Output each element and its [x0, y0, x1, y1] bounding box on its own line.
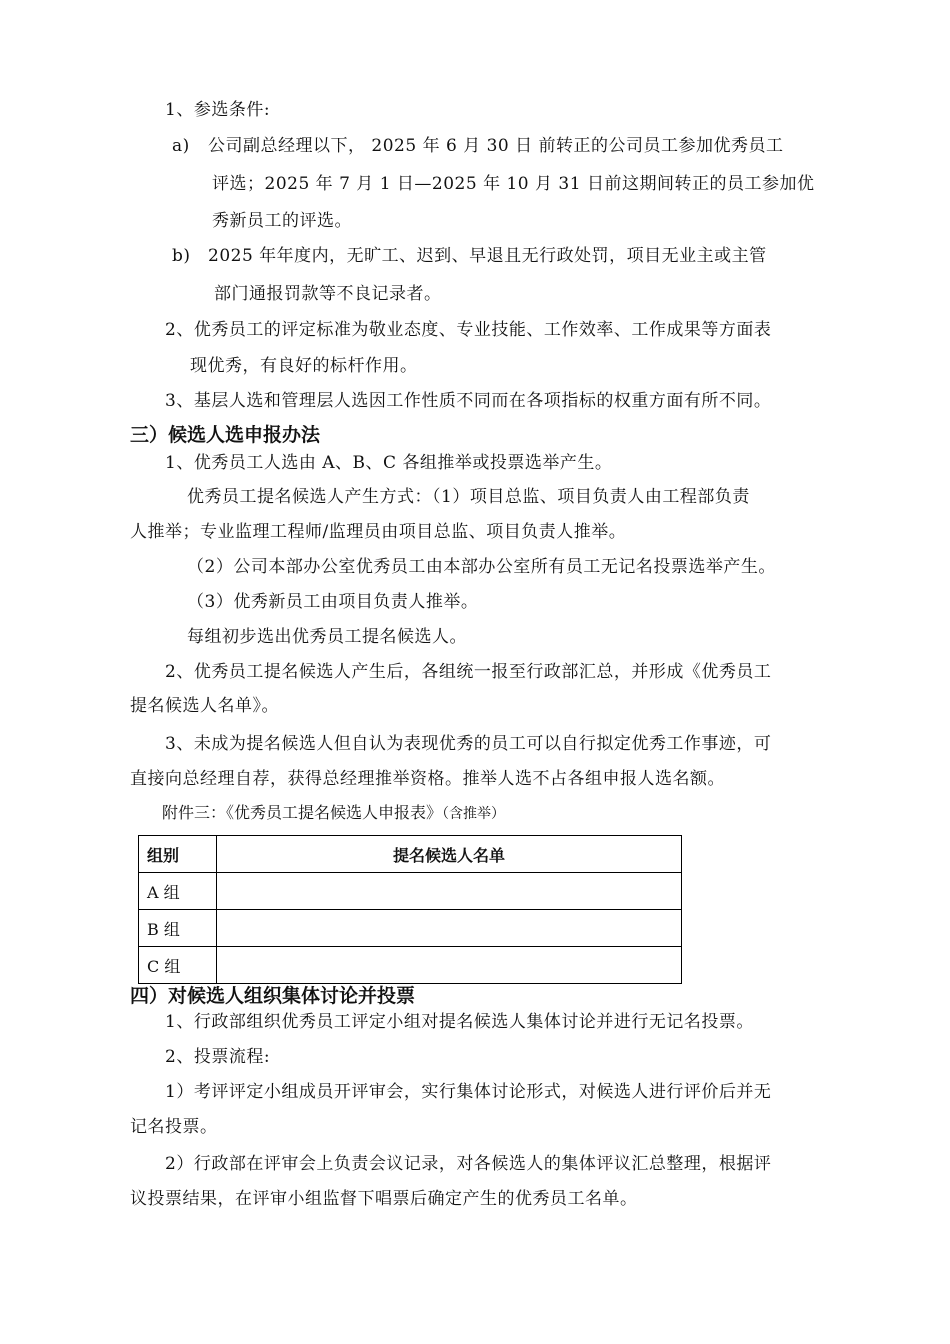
s3-p3: （2）公司本部办公室优秀员工由本部办公室所有员工无记名投票选举产生。 [187, 557, 776, 577]
s3-p1: 1、优秀员工人选由 A、B、C 各组推举或投票选举产生。 [165, 453, 613, 473]
table-row [139, 910, 682, 947]
s3-p5: 每组初步选出优秀员工提名候选人。 [187, 627, 467, 647]
names-cell [217, 947, 682, 984]
s4-p3-line2: 记名投票。 [130, 1117, 218, 1137]
s4-p3-line1: 1）考评评定小组成员开评审会，实行集体讨论形式，对候选人进行评价后并无 [165, 1082, 772, 1102]
standard-line2: 现优秀，有良好的标杆作用。 [190, 356, 418, 376]
attachment-note: （含推举） [442, 806, 506, 822]
table-row [139, 873, 682, 910]
section3-heading: 三）候选人选申报办法 [130, 424, 321, 446]
candidate-table [138, 835, 682, 984]
s3-p4: （3）优秀新员工由项目负责人推举。 [187, 592, 479, 612]
s4-p1: 1、行政部组织优秀员工评定小组对提名候选人集体讨论并进行无记名投票。 [165, 1012, 754, 1032]
s3-p2-line1: 优秀员工提名候选人产生方式：（1）项目总监、项目负责人由工程部负责 [187, 487, 750, 507]
list-label-a: a) [172, 136, 190, 156]
criteria-b-line1: 2025 年年度内，无旷工、迟到、早退且无行政处罚，项目无业主或主管 [208, 246, 767, 266]
table-header-names: 提名候选人名单 [217, 836, 682, 873]
criteria-a-line1: 公司副总经理以下， 2025 年 6 月 30 日 前转正的公司员工参加优秀员工 [208, 136, 784, 156]
standard-line1: 2、优秀员工的评定标准为敬业态度、专业技能、工作效率、工作成果等方面表 [165, 320, 772, 340]
attachment-title: 附件三：《优秀员工提名候选人申报表》 [162, 803, 443, 822]
s3-p7-line2: 直接向总经理自荐，获得总经理推举资格。推举人选不占各组申报人选名额。 [130, 769, 725, 789]
names-cell [217, 910, 682, 947]
group-cell: A 组 [139, 873, 217, 910]
s3-p6-line2: 提名候选人名单》。 [130, 696, 279, 716]
list-label-b: b) [172, 246, 191, 266]
group-cell: C 组 [139, 947, 217, 984]
attachment-caption [162, 802, 505, 825]
names-cell [217, 873, 682, 910]
section4-heading: 四）对候选人组织集体讨论并投票 [130, 985, 416, 1007]
group-cell: B 组 [139, 910, 217, 947]
s4-p4-line2: 议投票结果，在评审小组监督下唱票后确定产生的优秀员工名单。 [130, 1189, 638, 1209]
criteria-title: 1、参选条件: [165, 100, 271, 120]
criteria-b-line2: 部门通报罚款等不良记录者。 [214, 284, 442, 304]
table-header-row [139, 836, 682, 873]
criteria-a-line3: 秀新员工的评选。 [212, 211, 352, 231]
s3-p2-line2: 人推举；专业监理工程师/监理员由项目总监、项目负责人推举。 [130, 522, 627, 542]
weight-note: 3、基层人选和管理层人选因工作性质不同而在各项指标的权重方面有所不同。 [165, 391, 772, 411]
s3-p6-line1: 2、优秀员工提名候选人产生后，各组统一报至行政部汇总，并形成《优秀员工 [165, 662, 772, 682]
s4-p2: 2、投票流程: [165, 1047, 271, 1067]
criteria-a-line2: 评选；2025 年 7 月 1 日—2025 年 10 月 31 日前这期间转正的员工参加优 [212, 174, 815, 194]
s3-p7-line1: 3、未成为提名候选人但自认为表现优秀的员工可以自行拟定优秀工作事迹，可 [165, 734, 772, 754]
s4-p4-line1: 2）行政部在评审会上负责会议记录，对各候选人的集体评议汇总整理，根据评 [165, 1154, 772, 1174]
table-row [139, 947, 682, 984]
table-header-group: 组别 [139, 836, 217, 873]
